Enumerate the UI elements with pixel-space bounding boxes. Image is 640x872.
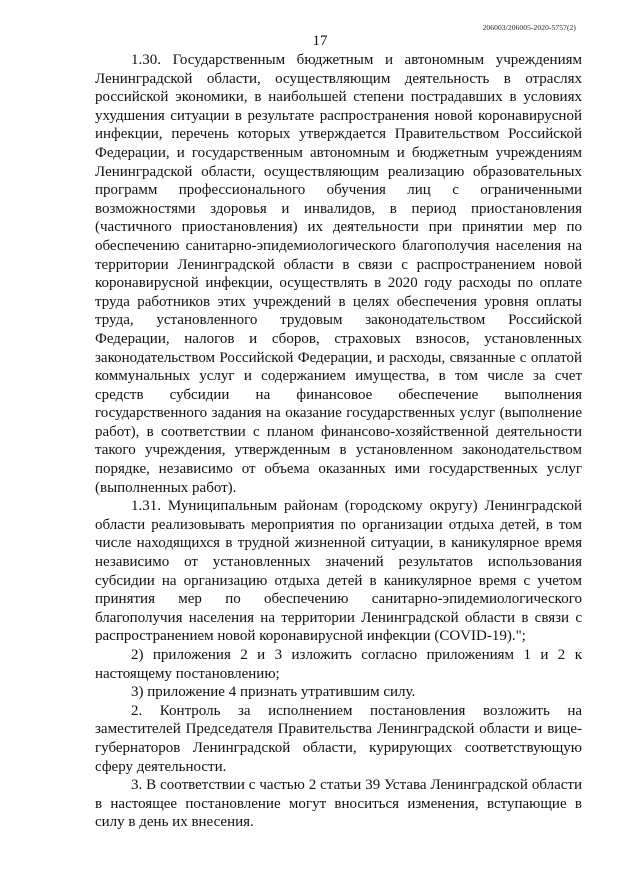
document-body <box>95 51 582 832</box>
paragraph-clause-3-amendments: 3. В соответствии с частью 2 статьи 39 Устава Ленинградской области в настоящее постановление могут вноситься изменения, вступающие в силу в день их внесения. <box>95 777 582 831</box>
document-id: 206003/206005-2020-5757(2) <box>482 23 576 32</box>
paragraph-item-2: 2) приложения 2 и 3 изложить согласно приложениям 1 и 2 к настоящему постановлению; <box>95 647 582 682</box>
paragraph-1-31: 1.31. Муниципальным районам (городскому округу) Ленинградской области реализовывать мероприятия по организации отдыха детей, в том числе находящихся в трудной жизненной ситуации, в каникулярное время независимо от установленных значений результатов использования субсидии на организацию отдыха детей в каникулярное время с учетом принятия мер по обеспечению санитарно-эпидемиологического благополучия населения на территории Ленинградской области в связи с распространением новой коронавирусной инфекции (COVID-19)."; <box>95 498 582 645</box>
paragraph-item-3: 3) приложение 4 признать утратившим силу. <box>131 684 416 701</box>
paragraph-1-30: 1.30. Государственным бюджетным и автономным учреждениям Ленинградской области, осуществляющим деятельность в отраслях российской экономики, в наибольшей степени пострадавших в условиях ухудшения ситуации в результате распространения новой коронавирусной инфекции, перечень которых утверждается Правительством Российской Федерации, и государственным автономным и бюджетным учреждениям Ленинградской области, осуществляющим реализацию образовательных программ профессионального обучения лиц с ограниченными возможностями здоровья и инвалидов, в период приостановления (частичного приостановления) их деятельности при принятии мер по обеспечению санитарно-эпидемиологического благополучия населения на территории Ленинградской области в связи с распространением новой коронавирусной инфекции, осуществлять в 2020 году расходы по оплате труда работников этих учреждений в целях обеспечения уровня оплаты труда, установленного трудовым законодательством Российской Федерации, налогов и сборов, страховых взносов, установленных законодательством Российской Федерации, и расходы, связанные с оплатой коммунальных услуг и содержанием имущества, в том числе за счет средств субсидии на финансовое обеспечение выполнения государственного задания на оказание государственных услуг (выполнение работ), в соответствии с планом финансово-хозяйственной деятельности такого учреждения, утвержденным в установленном законодательством порядке, независимо от объема оказанных ими государственных услуг (выполненных работ). <box>95 52 582 496</box>
paragraph-clause-2-control: 2. Контроль за исполнением постановления возложить на заместителей Председателя Правительства Ленинградской области и вице-губернаторов Ленинградской области, курирующих соответствующую сферу деятельности. <box>95 702 582 775</box>
page-number: 17 <box>312 33 328 49</box>
